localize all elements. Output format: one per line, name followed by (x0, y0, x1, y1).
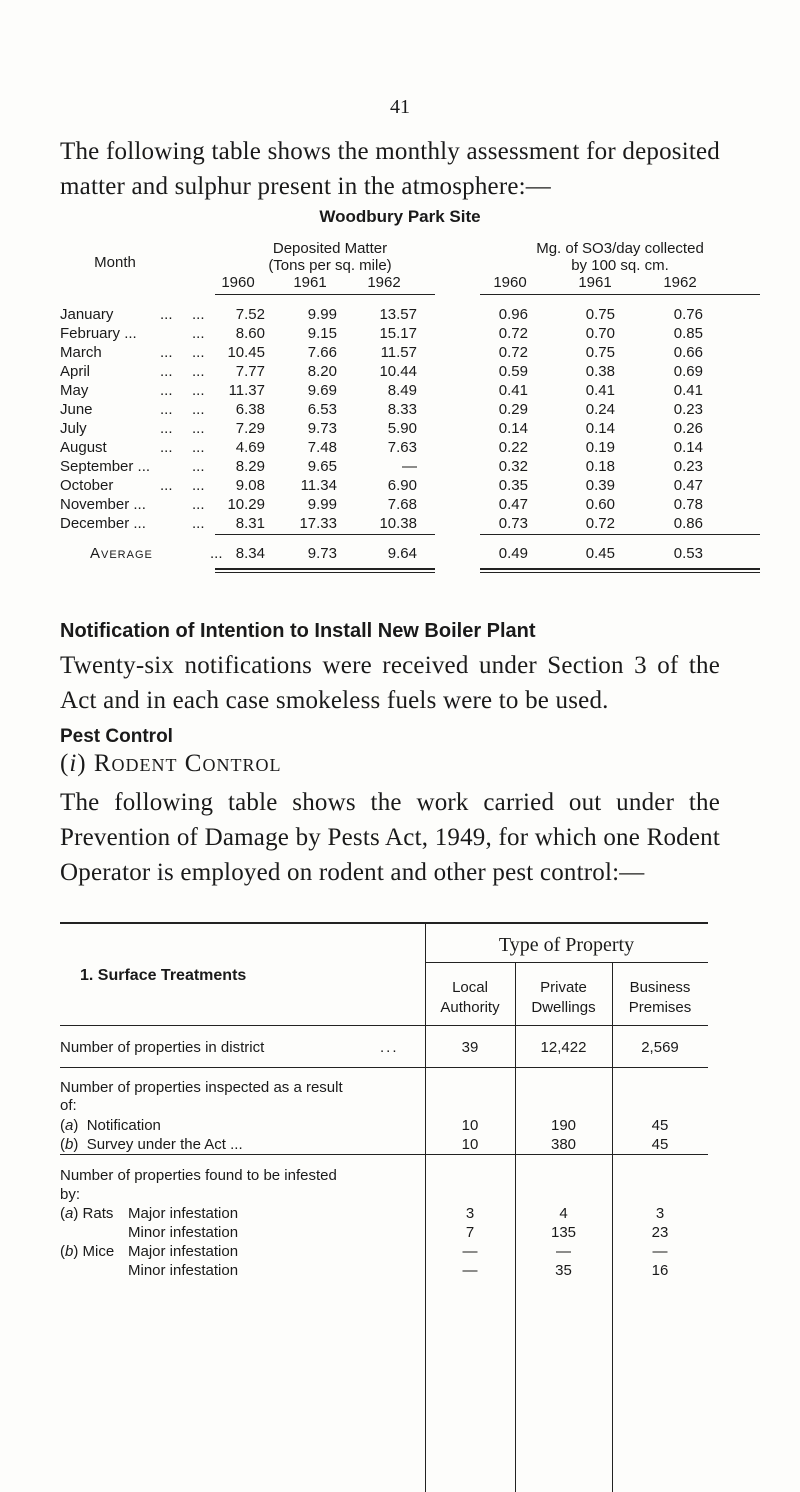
type-of-property-header: Type of Property (498, 934, 635, 956)
deposited-value: 8.60 (235, 325, 265, 342)
deposited-value: 11.57 (380, 344, 417, 361)
deposited-value: 7.29 (235, 420, 265, 437)
deposited-value: 10.44 (379, 363, 417, 380)
so3-value: 0.66 (673, 344, 703, 361)
so3-value: 0.86 (673, 515, 703, 532)
survey-local: 10 (461, 1136, 479, 1153)
deposited-value: 9.69 (307, 382, 337, 399)
site-title: Woodbury Park Site (319, 207, 481, 226)
so3-value: 0.69 (673, 363, 703, 380)
pest-paragraph: The following table shows the work carried out under the Prevention of Damage by Pests Act, 1949, for which one Rodent Operator is employed on rodent and other pest control:— (60, 789, 720, 886)
deposited-value: 11.37 (228, 382, 265, 399)
value-leader: ... (192, 382, 205, 399)
deposited-value: 7.77 (235, 363, 265, 380)
boiler-heading: Notification of Intention to Install New Boiler Plant (60, 620, 536, 642)
so3-value: 0.24 (585, 401, 615, 418)
so3-value: 0.19 (585, 439, 615, 456)
value-leader: ... (192, 344, 205, 361)
dep-header-rule (215, 294, 435, 295)
mice-major-private: — (556, 1243, 571, 1260)
so3-value: 0.41 (673, 382, 703, 399)
deposited-value: 8.31 (235, 515, 265, 532)
deposited-value: 10.45 (227, 344, 265, 361)
so3-double-rule-2 (480, 572, 760, 573)
month-label: January (60, 306, 114, 323)
month-row (60, 325, 760, 344)
infested-label-2: by: (60, 1186, 81, 1203)
average-dep-1962: 9.64 (387, 545, 417, 562)
notification-label: (a) Notification (60, 1117, 161, 1134)
properties-in-district-label: Number of properties in district (60, 1039, 265, 1056)
month-row (60, 306, 760, 325)
deposited-value: 5.90 (387, 420, 417, 437)
so3-value: 0.60 (585, 496, 615, 513)
rodent-control-subheading: (i) Rodent Control (60, 750, 282, 777)
value-leader: ... (192, 325, 205, 342)
month-label: April (60, 363, 91, 380)
deposited-value: 15.17 (379, 325, 417, 342)
so3-value: 0.26 (673, 420, 703, 437)
so3-value: 0.23 (673, 401, 703, 418)
mice-minor-private: 35 (555, 1262, 572, 1279)
rats-major-private: 4 (559, 1205, 568, 1222)
deposited-value: 7.66 (307, 344, 337, 361)
deposited-value: 10.38 (379, 515, 417, 532)
average-so3-1960: 0.49 (498, 545, 528, 562)
type-subheader-rule (425, 962, 708, 963)
pest-top-rule (60, 922, 708, 924)
business-premises-header (612, 978, 708, 1018)
month-row (60, 458, 760, 477)
deposited-header-line2: (Tons per sq. mile) (268, 257, 392, 274)
inspected-label-1: Number of properties inspected as a result (60, 1079, 343, 1096)
so3-value: 0.47 (673, 477, 703, 494)
properties-leader: ... (380, 1039, 399, 1056)
value-leader: ... (192, 401, 205, 418)
so3-value: 0.72 (498, 344, 528, 361)
month-label: October (60, 477, 114, 494)
deposited-value: 8.33 (387, 401, 417, 418)
so3-header (480, 240, 760, 274)
deposited-header-line1: Deposited Matter (272, 240, 388, 257)
value-leader: ... (192, 363, 205, 380)
survey-private: 380 (550, 1136, 577, 1153)
deposited-value: 7.48 (307, 439, 337, 456)
so3-value: 0.72 (498, 325, 528, 342)
so3-value: 0.32 (498, 458, 528, 475)
month-leader: ... (160, 344, 173, 361)
so3-header-line1: Mg. of SO3/day collected (536, 240, 704, 257)
deposited-value: 9.99 (307, 496, 337, 513)
intro-paragraph: The following table shows the monthly assessment for deposited matter and sulphur present in the atmosphere:— (60, 138, 720, 200)
month-leader: ... (160, 306, 173, 323)
so3-value: 0.76 (673, 306, 703, 323)
deposited-value: 8.49 (387, 382, 417, 399)
rodent-control-title: Rodent Control (93, 750, 282, 777)
business-premises-line2: Premises (628, 999, 692, 1016)
value-leader: ... (192, 306, 205, 323)
month-row (60, 344, 760, 363)
dep-year-1960: 1960 (221, 274, 255, 291)
so3-value: 0.70 (585, 325, 615, 342)
deposited-value: 13.57 (379, 306, 417, 323)
mice-label: (b) Mice (60, 1243, 115, 1260)
private-dwellings-line1: Private (540, 979, 587, 996)
value-leader: ... (192, 496, 205, 513)
notification-private: 190 (550, 1117, 577, 1134)
so3-value: 0.41 (498, 382, 528, 399)
deposited-value: 11.34 (300, 477, 337, 494)
deposited-value: 8.20 (307, 363, 337, 380)
deposited-value: 10.29 (227, 496, 265, 513)
deposited-value: — (402, 458, 417, 475)
private-dwellings-header (515, 978, 612, 1018)
mice-minor-business: 16 (651, 1262, 669, 1279)
month-leader: ... (160, 401, 173, 418)
so3-double-rule-1 (480, 568, 760, 570)
deposited-value: 6.53 (307, 401, 337, 418)
month-row (60, 496, 760, 515)
mice-minor-label: Minor infestation (128, 1262, 239, 1279)
deposited-value: 17.33 (299, 515, 337, 532)
month-leader: ... (160, 382, 173, 399)
month-row (60, 382, 760, 401)
so3-value: 0.38 (585, 363, 615, 380)
so3-value: 0.41 (585, 382, 615, 399)
business-premises-line1: Business (629, 979, 691, 996)
rats-major-label: Major infestation (128, 1205, 239, 1222)
value-leader: ... (192, 458, 205, 475)
rats-label: (a) Rats (60, 1205, 114, 1222)
properties-business: 2,569 (641, 1039, 679, 1056)
rats-minor-local: 7 (465, 1224, 475, 1241)
properties-private: 12,422 (540, 1039, 587, 1056)
deposited-value: 9.65 (307, 458, 337, 475)
survey-label: (b) Survey under the Act ... (60, 1136, 243, 1153)
deposited-header (210, 240, 450, 274)
survey-business: 45 (651, 1136, 669, 1153)
pest-header-rule (60, 1025, 708, 1026)
average-label: Average (90, 545, 153, 562)
so3-value: 0.22 (498, 439, 528, 456)
month-row (60, 439, 760, 458)
value-leader: ... (192, 420, 205, 437)
so3-value: 0.75 (585, 306, 615, 323)
pest-table (60, 922, 708, 1482)
infested-label-1: Number of properties found to be infested (60, 1167, 337, 1184)
value-leader: ... (192, 439, 205, 456)
local-authority-line1: Local (452, 979, 488, 996)
so3-value: 0.72 (585, 515, 615, 532)
so3-total-rule (480, 534, 760, 535)
private-dwellings-line2: Dwellings (531, 999, 596, 1016)
so3-value: 0.75 (585, 344, 615, 361)
pest-row2-rule (60, 1154, 708, 1155)
month-label: May (60, 382, 89, 399)
month-leader: ... (160, 420, 173, 437)
dep-total-rule (215, 534, 435, 535)
so3-year-1962: 1962 (663, 274, 697, 291)
so3-value: 0.23 (673, 458, 703, 475)
so3-value: 0.73 (498, 515, 528, 532)
so3-value: 0.35 (498, 477, 528, 494)
average-dep-1961: 9.73 (307, 545, 337, 562)
average-so3-1962: 0.53 (673, 545, 703, 562)
so3-value: 0.14 (498, 420, 528, 437)
notification-business: 45 (651, 1117, 669, 1134)
deposited-value: 9.15 (307, 325, 337, 342)
value-leader: ... (192, 515, 205, 532)
deposited-value: 7.52 (235, 306, 265, 323)
local-authority-line2: Authority (440, 999, 500, 1016)
month-label: February ... (60, 325, 137, 342)
so3-value: 0.96 (498, 306, 528, 323)
so3-value: 0.18 (585, 458, 615, 475)
so3-header-line2: by 100 sq. cm. (571, 257, 669, 274)
inspected-label-2: of: (60, 1097, 77, 1114)
rats-major-business: 3 (655, 1205, 665, 1222)
month-row (60, 401, 760, 420)
month-label: June (60, 401, 93, 418)
page-number: 41 (390, 96, 410, 118)
average-dep-1960: 8.34 (235, 545, 265, 562)
average-row (60, 545, 760, 564)
month-row (60, 363, 760, 382)
rats-major-local: 3 (465, 1205, 475, 1222)
mice-major-local: — (462, 1243, 478, 1260)
month-label: December ... (60, 515, 146, 532)
month-header: Month (94, 254, 136, 271)
deposited-value: 9.08 (235, 477, 265, 494)
average-so3-1961: 0.45 (585, 545, 615, 562)
local-authority-header (425, 978, 515, 1018)
so3-value: 0.47 (498, 496, 528, 513)
month-row (60, 477, 760, 496)
dep-double-rule-1 (215, 568, 435, 570)
mice-minor-local: — (462, 1262, 478, 1279)
month-label: August (60, 439, 107, 456)
so3-year-1961: 1961 (578, 274, 612, 291)
notification-local: 10 (461, 1117, 479, 1134)
mice-major-business: — (652, 1243, 668, 1260)
deposited-value: 8.29 (235, 458, 265, 475)
month-row (60, 420, 760, 439)
dep-year-1962: 1962 (367, 274, 401, 291)
value-leader: ... (192, 477, 205, 494)
month-row (60, 515, 760, 534)
mice-major-label: Major infestation (128, 1243, 239, 1260)
so3-value: 0.85 (673, 325, 703, 342)
deposited-value: 9.99 (307, 306, 337, 323)
rats-minor-business: 23 (651, 1224, 669, 1241)
dep-double-rule-2 (215, 572, 435, 573)
month-label: September ... (60, 458, 151, 475)
rats-minor-private: 135 (550, 1224, 577, 1241)
month-leader: ... (160, 477, 173, 494)
deposited-value: 7.68 (387, 496, 417, 513)
rodent-control-number: i (69, 750, 78, 777)
pest-heading: Pest Control (60, 726, 173, 747)
so3-value: 0.78 (673, 496, 703, 513)
so3-value: 0.14 (585, 420, 615, 437)
deposited-value: 4.69 (235, 439, 265, 456)
boiler-paragraph: Twenty-six notifications were received under Section 3 of the Act and in each case smokeless fuels were to be used. (60, 652, 720, 714)
pest-row1-rule (60, 1067, 708, 1068)
deposited-value: 7.63 (387, 439, 417, 456)
deposited-value: 6.38 (235, 401, 265, 418)
so3-value: 0.59 (498, 363, 528, 380)
month-label: November ... (60, 496, 146, 513)
month-label: July (60, 420, 87, 437)
so3-value: 0.39 (585, 477, 615, 494)
properties-local: 39 (461, 1039, 479, 1056)
average-leader: ... (210, 545, 223, 562)
month-leader: ... (160, 363, 173, 380)
so3-value: 0.14 (673, 439, 703, 456)
month-label: March (60, 344, 102, 361)
rats-minor-label: Minor infestation (128, 1224, 239, 1241)
dep-year-1961: 1961 (293, 274, 327, 291)
deposited-value: 9.73 (307, 420, 337, 437)
so3-value: 0.29 (498, 401, 528, 418)
month-leader: ... (160, 439, 173, 456)
surface-treatments-title: 1. Surface Treatments (80, 967, 247, 984)
so3-header-rule (480, 294, 760, 295)
so3-year-1960: 1960 (493, 274, 527, 291)
deposited-value: 6.90 (387, 477, 417, 494)
